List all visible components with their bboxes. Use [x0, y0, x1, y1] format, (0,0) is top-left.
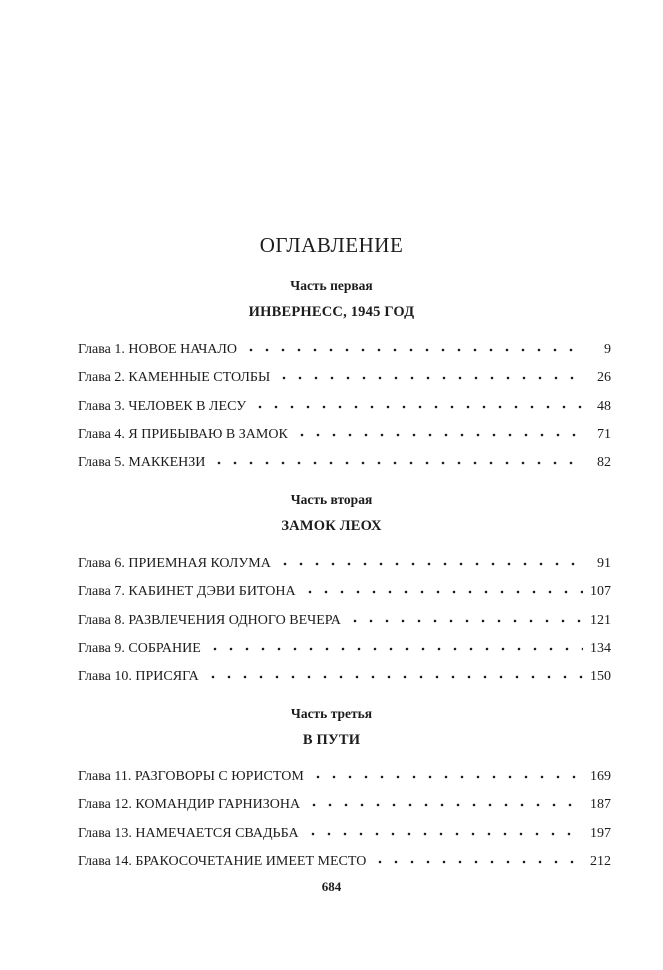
chapter-title: Глава 5. МАККЕНЗИ [78, 455, 206, 471]
chapter-page-number: 91 [597, 556, 611, 571]
dot-leader [347, 606, 583, 624]
chapter-entry[interactable] [78, 819, 611, 847]
chapter-title: Глава 4. Я ПРИБЫВАЮ В ЗАМОК [78, 426, 288, 442]
chapter-page-number: 212 [590, 853, 611, 869]
chapter-entry[interactable] [78, 448, 611, 476]
part-heading-1 [0, 277, 663, 322]
part-label: Часть первая [290, 278, 373, 293]
chapter-list-part-2 [78, 549, 611, 690]
chapter-page-number: 187 [590, 797, 611, 813]
chapter-title: Глава 7. КАБИНЕТ ДЭВИ БИТОНА [78, 584, 296, 600]
dot-leader [294, 420, 583, 438]
chapter-title: Глава 6. ПРИЕМНАЯ КОЛУМА [78, 556, 271, 571]
part-name: В ПУТИ [302, 732, 361, 748]
dot-leader [243, 335, 583, 353]
dot-leader [211, 448, 583, 466]
dot-leader [205, 662, 583, 680]
chapter-entry[interactable] [78, 606, 611, 634]
chapter-title: Глава 14. БРАКОСОЧЕТАНИЕ ИМЕЕТ МЕСТО [78, 853, 367, 869]
chapter-title: Глава 12. КОМАНДИР ГАРНИЗОНА [78, 797, 301, 813]
chapter-page-number: 107 [590, 584, 611, 600]
chapter-list-part-3 [78, 762, 611, 875]
chapter-entry[interactable] [78, 662, 611, 690]
chapter-entry[interactable] [78, 335, 611, 363]
chapter-page-number: 82 [597, 455, 611, 471]
dot-leader [207, 634, 583, 652]
chapter-page-number: 169 [590, 769, 611, 784]
part-label: Часть вторая [290, 492, 373, 507]
chapter-entry[interactable] [78, 577, 611, 605]
part-heading-3 [0, 705, 663, 750]
dot-leader [277, 549, 583, 567]
dot-leader [310, 762, 583, 780]
dot-leader [276, 363, 583, 381]
dot-leader [306, 790, 583, 808]
part-name: ЗАМОК ЛЕОХ [281, 518, 382, 534]
chapter-page-number: 26 [597, 370, 611, 386]
chapter-title: Глава 8. РАЗВЛЕЧЕНИЯ ОДНОГО ВЕЧЕРА [78, 612, 341, 628]
chapter-title: Глава 2. КАМЕННЫЕ СТОЛБЫ [78, 370, 271, 386]
chapter-page-number: 197 [590, 825, 611, 841]
chapter-title: Глава 11. РАЗГОВОРЫ С ЮРИСТОМ [78, 769, 304, 784]
dot-leader [372, 847, 583, 865]
chapter-page-number: 9 [604, 342, 611, 357]
chapter-entry[interactable] [78, 762, 611, 790]
chapter-page-number: 150 [590, 669, 611, 685]
chapter-entry[interactable] [78, 634, 611, 662]
page-number: 684 [321, 879, 342, 894]
chapter-entry[interactable] [78, 392, 611, 420]
part-label: Часть третья [290, 706, 373, 721]
chapter-page-number: 134 [590, 640, 611, 656]
chapter-title: Глава 9. СОБРАНИЕ [78, 640, 201, 656]
toc-title: ОГЛАВЛЕНИЕ [259, 233, 404, 257]
chapter-title: Глава 1. НОВОЕ НАЧАЛО [78, 342, 238, 357]
dot-leader [302, 577, 583, 595]
chapter-entry[interactable] [78, 549, 611, 577]
chapter-list-part-1 [78, 335, 611, 476]
part-name: ИНВЕРНЕСС, 1945 ГОД [248, 304, 415, 320]
chapter-title: Глава 3. ЧЕЛОВЕК В ЛЕСУ [78, 398, 247, 414]
chapter-entry[interactable] [78, 847, 611, 875]
chapter-entry[interactable] [78, 790, 611, 818]
dot-leader [305, 819, 583, 837]
chapter-title: Глава 13. НАМЕЧАЕТСЯ СВАДЬБА [78, 825, 299, 841]
chapter-page-number: 48 [597, 398, 611, 414]
part-heading-2 [0, 491, 663, 536]
chapter-title: Глава 10. ПРИСЯГА [78, 669, 199, 685]
chapter-entry[interactable] [78, 420, 611, 448]
chapter-page-number: 71 [597, 426, 611, 442]
dot-leader [252, 392, 583, 410]
chapter-entry[interactable] [78, 363, 611, 391]
chapter-page-number: 121 [590, 612, 611, 628]
